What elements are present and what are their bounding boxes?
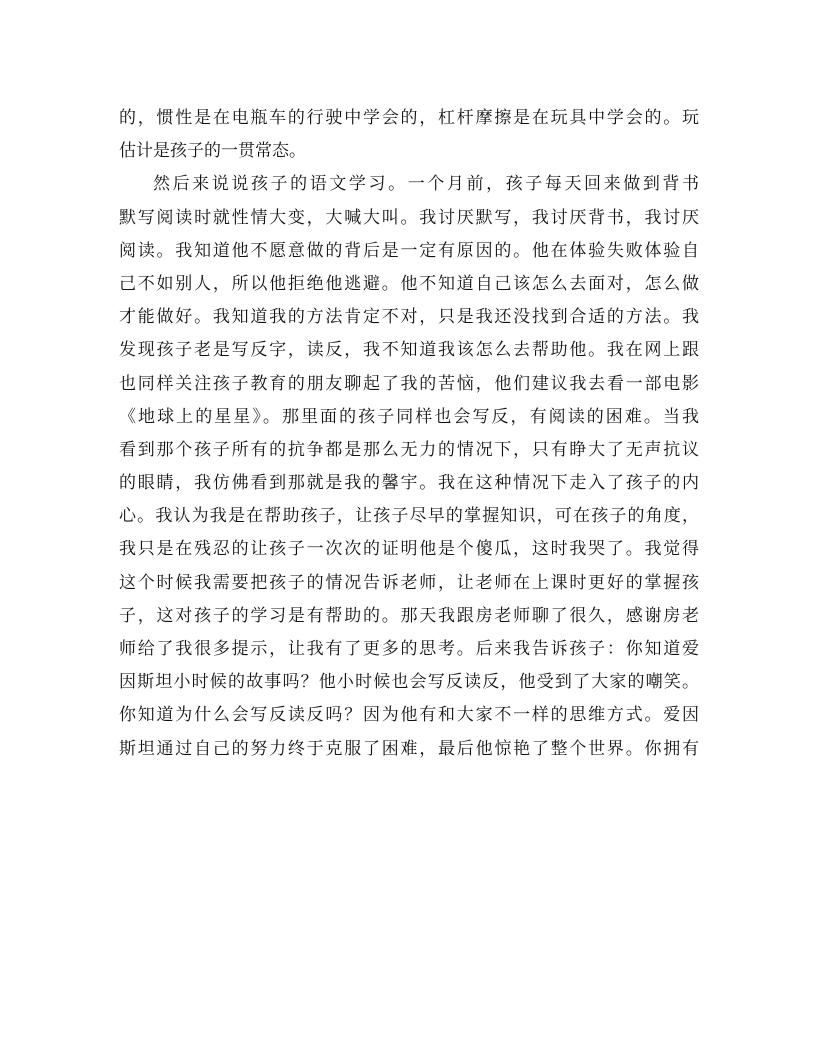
text-line: 《地球上的星星》。那里面的孩子同样也会写反，有阅读的困难。当我 bbox=[119, 406, 699, 427]
body-text bbox=[119, 102, 699, 766]
text-line: 子，这对孩子的学习是有帮助的。那天我跟房老师聊了很久，感谢房老 bbox=[119, 605, 699, 626]
text-line: 也同样关注孩子教育的朋友聊起了我的苦恼，他们建议我去看一部电影 bbox=[119, 373, 699, 394]
text-line: 的，惯性是在电瓶车的行驶中学会的，杠杆摩擦是在玩具中学会的。玩 bbox=[119, 108, 699, 128]
text-line: 发现孩子老是写反字，读反，我不知道我该怎么去帮助他。我在网上跟 bbox=[119, 340, 699, 361]
text-line: 我只是在残忍的让孩子一次次的证明他是个傻瓜，这时我哭了。我觉得 bbox=[119, 539, 699, 560]
text-line: 的眼睛，我仿佛看到那就是我的馨宇。我在这种情况下走入了孩子的内 bbox=[119, 473, 699, 494]
text-line: 斯坦通过自己的努力终于克服了困难，最后他惊艳了整个世界。你拥有 bbox=[119, 738, 699, 759]
text-line: 看到那个孩子所有的抗争都是那么无力的情况下，只有睁大了无声抗议 bbox=[119, 439, 699, 460]
text-line: 你知道为什么会写反读反吗？因为他有和大家不一样的思维方式。爱因 bbox=[119, 705, 699, 726]
text-line: 估计是孩子的一贯常态。 bbox=[119, 141, 306, 162]
text-line: 己不如别人，所以他拒绝他逃避。他不知道自己该怎么去面对，怎么做 bbox=[119, 273, 699, 294]
text-line: 师给了我很多提示，让我有了更多的思考。后来我告诉孩子：你知道爱 bbox=[119, 639, 699, 659]
paragraph-first-line: 然后来说说孩子的语文学习。一个月前，孩子每天回来做到背书 bbox=[153, 174, 699, 195]
text-line: 心。我认为我是在帮助孩子，让孩子尽早的掌握知识，可在孩子的角度， bbox=[119, 506, 699, 527]
text-line: 因斯坦小时候的故事吗？他小时候也会写反读反，他受到了大家的嘲笑。 bbox=[119, 672, 699, 693]
text-line: 阅读。我知道他不愿意做的背后是一定有原因的。他在体验失败体验自 bbox=[119, 240, 699, 261]
text-line: 这个时候我需要把孩子的情况告诉老师，让老师在上课时更好的掌握孩 bbox=[119, 572, 699, 593]
text-line: 才能做好。我知道我的方法肯定不对，只是我还没找到合适的方法。我 bbox=[119, 307, 699, 328]
text-line: 默写阅读时就性情大变，大喊大叫。我讨厌默写，我讨厌背书，我讨厌 bbox=[119, 207, 699, 228]
